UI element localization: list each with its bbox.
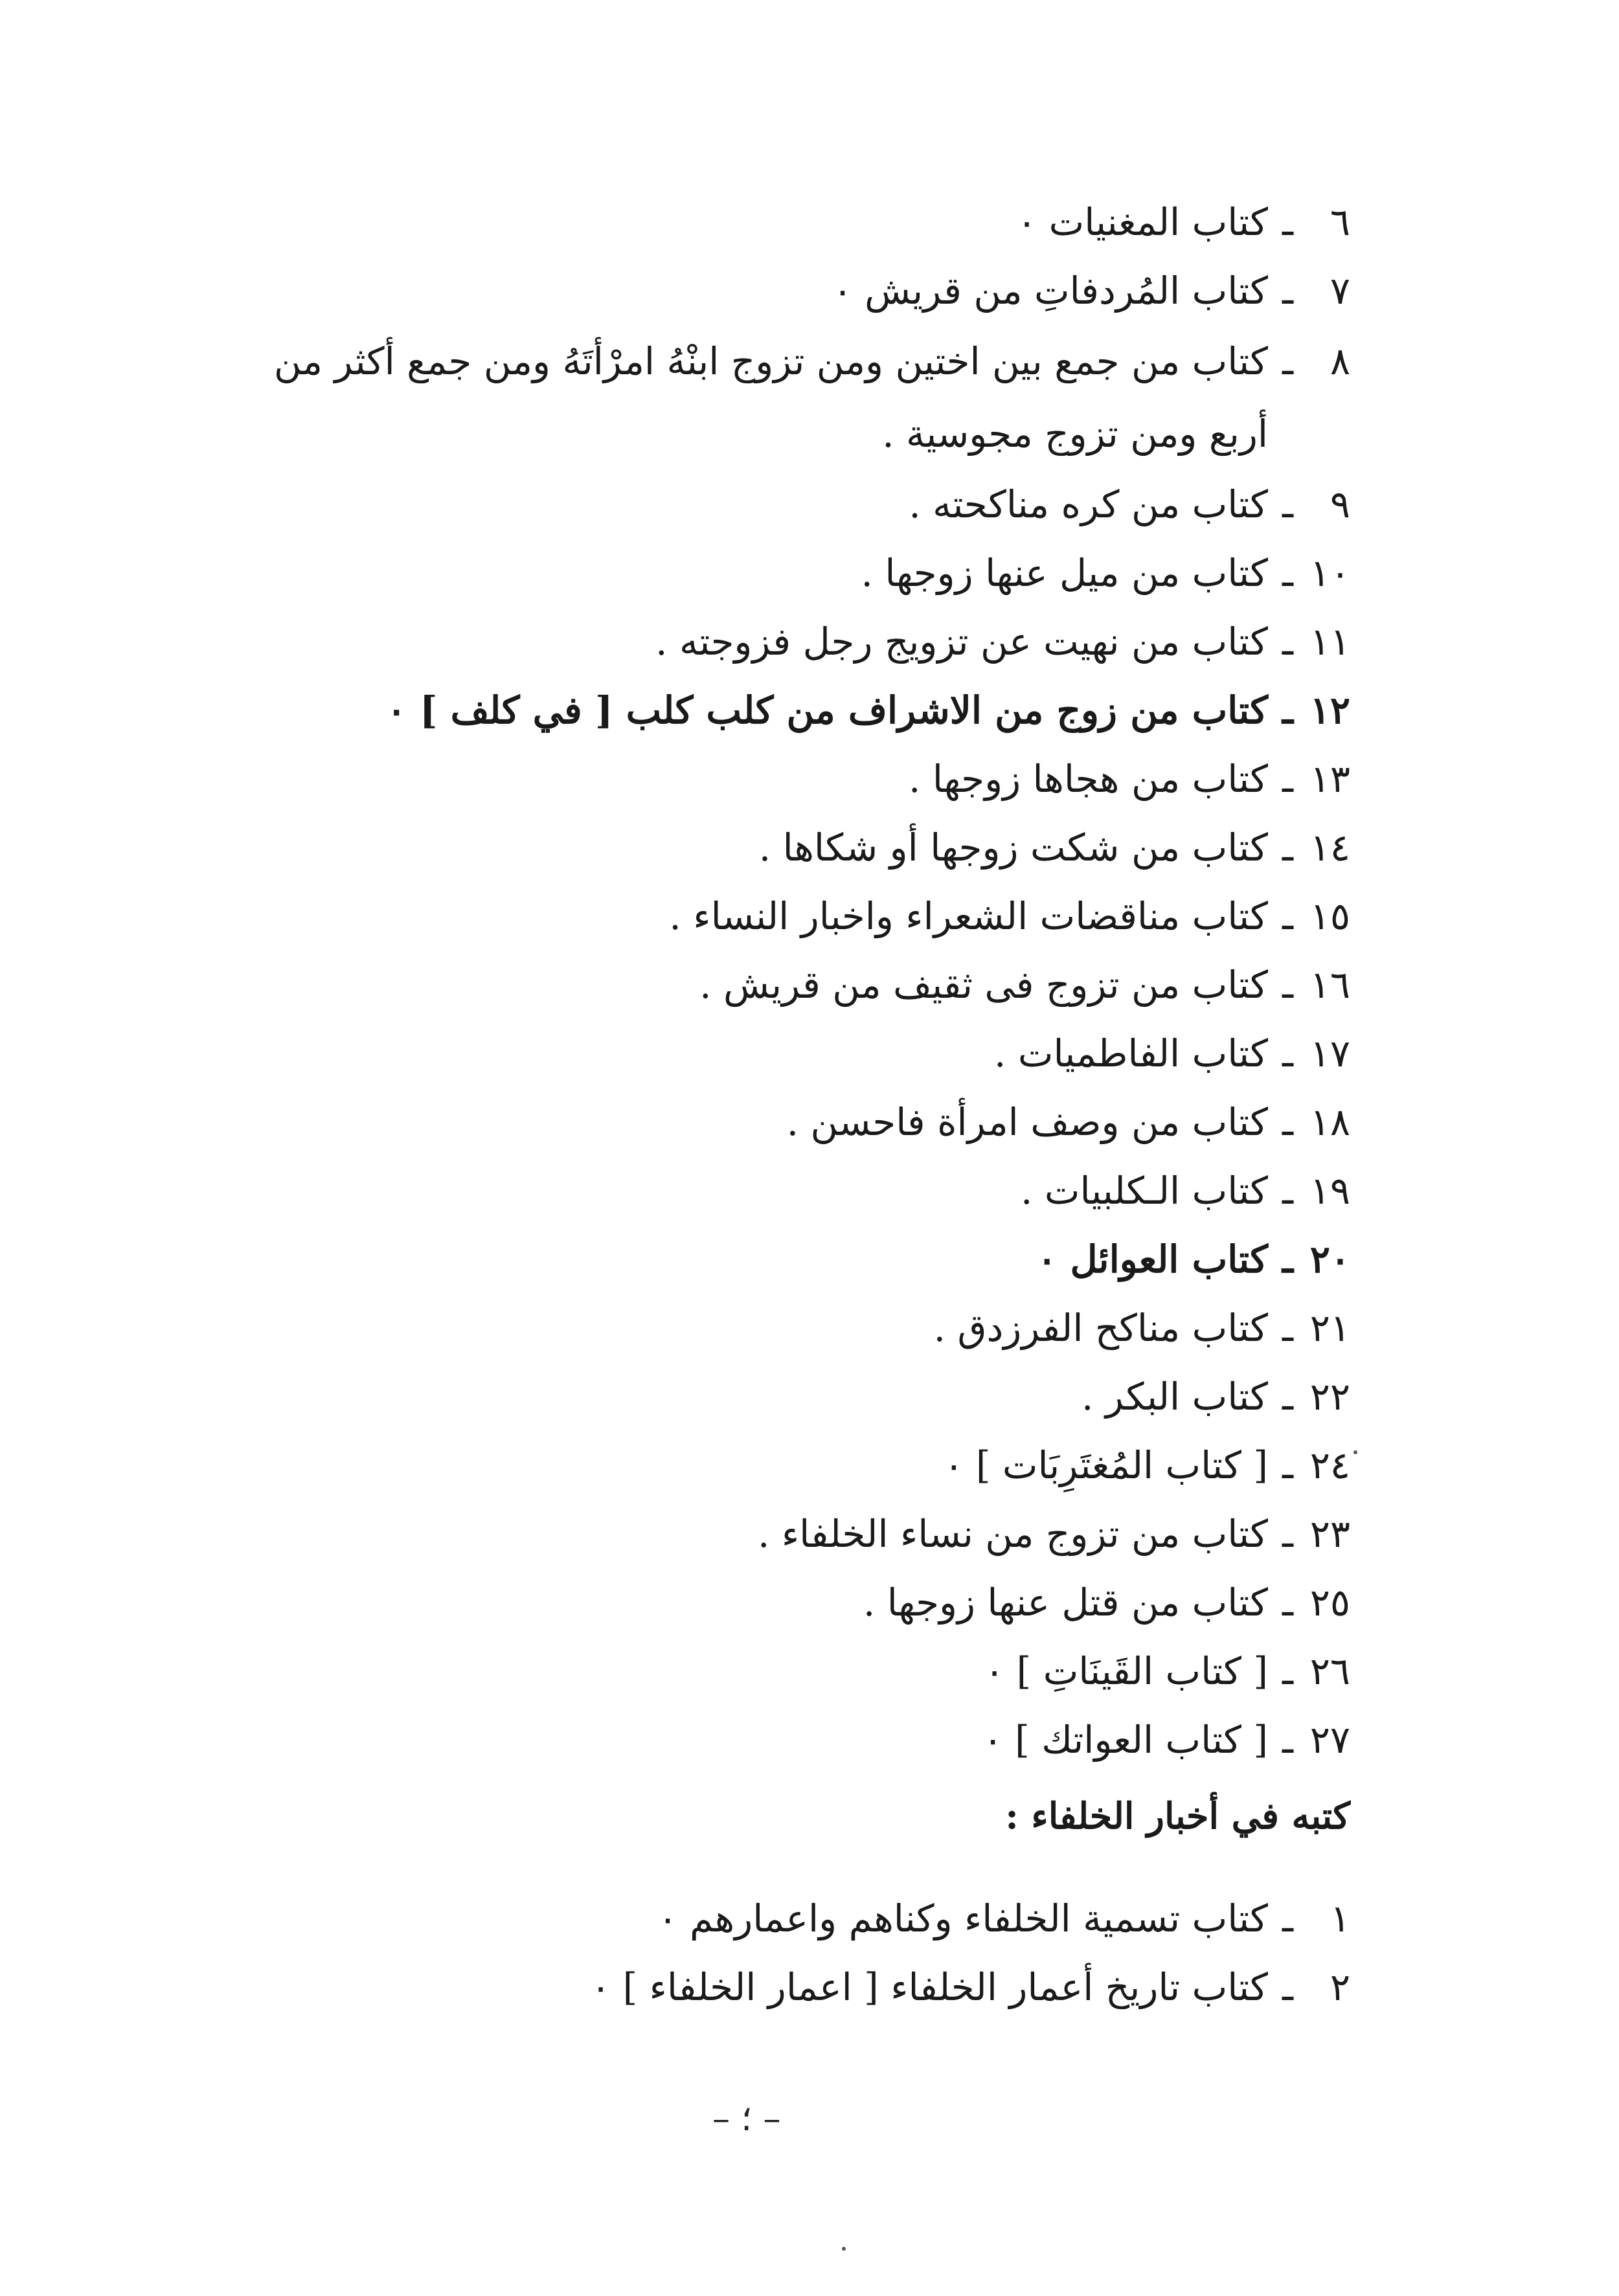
entry-separator: ـ — [1282, 1169, 1293, 1213]
entry-number: ٢٠ — [1309, 1237, 1350, 1281]
entry-number: ١٩ — [1309, 1169, 1350, 1213]
entry-separator: ـ — [1282, 269, 1293, 313]
entry-separator: ـ — [1282, 826, 1293, 870]
entry-separator: ـ — [1282, 1512, 1293, 1556]
entry-number: ٢٢ — [1309, 1375, 1350, 1419]
book-entry — [249, 1953, 1350, 2021]
entry-number: ٢٥ — [1309, 1581, 1350, 1625]
entry-number: ١٦ — [1309, 963, 1350, 1007]
section-heading: كتبه في أخبار الخلفاء : — [1005, 1795, 1350, 1838]
entry-separator: ـ — [1282, 620, 1293, 664]
book-entry — [249, 607, 1350, 676]
book-entry — [249, 1362, 1350, 1431]
book-entry — [249, 882, 1350, 951]
book-entry — [249, 813, 1350, 882]
book-entry — [249, 1500, 1350, 1568]
entry-number: ٢٣ — [1309, 1512, 1350, 1556]
entry-number: ٨ — [1330, 339, 1350, 383]
entry-title: كتاب المغنيات ٠ — [1017, 200, 1268, 244]
book-entry — [249, 1088, 1350, 1156]
entry-title: كتاب المُردفاتِ من قريش ٠ — [832, 269, 1268, 313]
entry-title: كتاب من شكت زوجها أو شكاها . — [758, 826, 1268, 870]
entry-separator: ـ — [1282, 1965, 1293, 2009]
entry-number: ٢٧ — [1309, 1718, 1350, 1762]
entry-number: ٩ — [1330, 482, 1350, 526]
book-entry — [249, 676, 1350, 745]
entry-separator: ـ — [1282, 339, 1293, 383]
book-entry — [249, 188, 1350, 256]
entry-number: ٢٤ — [1309, 1443, 1350, 1487]
entry-separator: ـ — [1282, 1375, 1293, 1419]
entry-number: ١٧ — [1309, 1031, 1350, 1075]
entry-title: كتاب من تزوج فى ثقيف من قريش . — [699, 963, 1268, 1007]
book-entry — [249, 1225, 1350, 1294]
entry-separator: ـ — [1282, 963, 1293, 1007]
entry-number: ١٣ — [1309, 757, 1350, 801]
entry-title: كتاب الفاطميات . — [994, 1031, 1268, 1075]
entry-title: كتاب من جمع بين اختين ومن تزوج ابنْهُ امرْأتَهُ ومن جمع أكثر من أربع ومن تزوج مجوسية . — [273, 339, 1268, 456]
entry-number: ١٨ — [1309, 1100, 1350, 1144]
entry-separator: ـ — [1282, 482, 1293, 526]
entry-separator: ـ — [1282, 551, 1293, 595]
entry-title: كتاب البكر . — [1081, 1375, 1268, 1419]
entry-title: كتاب من تزوج من نساء الخلفاء . — [757, 1512, 1268, 1556]
entry-title: كتاب تاريخ أعمار الخلفاء [ اعمار الخلفاء ] ٠ — [591, 1965, 1268, 2009]
entry-number: ٦ — [1330, 200, 1350, 244]
scan-speck — [842, 2247, 846, 2251]
entry-title: كتاب من نهيت عن تزويج رجل فزوجته . — [655, 620, 1268, 664]
book-entry — [249, 1019, 1350, 1088]
entry-number: ٧ — [1330, 269, 1350, 313]
book-entry — [249, 745, 1350, 813]
entry-title: [ كتاب المُغتَرِبَات ] ٠ — [944, 1443, 1268, 1487]
entry-number: ٢٦ — [1309, 1649, 1350, 1693]
entry-title: كتاب من قتل عنها زوجها . — [863, 1581, 1268, 1625]
entry-title: [ كتاب القَينَاتِ ] ٠ — [984, 1649, 1268, 1693]
caliphs-book-list — [249, 1884, 1350, 2021]
page-footer-mark: – ؛ – — [712, 2098, 781, 2139]
entry-separator: ـ — [1282, 1581, 1293, 1625]
book-entry — [249, 1431, 1350, 1500]
book-list — [249, 188, 1350, 1774]
entry-number: ١٥ — [1309, 894, 1350, 938]
entry-separator: ـ — [1282, 1100, 1293, 1144]
book-entry — [249, 325, 1350, 470]
entry-title: كتاب العوائل ٠ — [1037, 1237, 1268, 1281]
entry-title: كتاب تسمية الخلفاء وكناهم واعمارهم ٠ — [657, 1896, 1268, 1941]
entry-separator: ـ — [1282, 757, 1293, 801]
book-entry — [249, 256, 1350, 325]
entry-separator: ـ — [1282, 1306, 1293, 1350]
entry-title: كتاب مناقضات الشعراء واخبار النساء . — [669, 894, 1268, 938]
entry-separator: ـ — [1282, 894, 1293, 938]
entry-separator: ـ — [1282, 1896, 1293, 1941]
book-entry — [249, 470, 1350, 539]
entry-separator: ـ — [1282, 1718, 1293, 1762]
entry-number: ٢١ — [1309, 1306, 1350, 1350]
entry-title: كتاب الـكلبيات . — [1021, 1169, 1268, 1213]
book-entry — [249, 1884, 1350, 1953]
book-entry — [249, 951, 1350, 1019]
entry-separator: ـ — [1282, 1237, 1293, 1281]
book-entry — [249, 1568, 1350, 1637]
entry-title: كتاب من ميل عنها زوجها . — [861, 551, 1268, 595]
entry-number: ١٠ — [1309, 551, 1350, 595]
entry-title: كتاب من زوج من الاشراف من كلب كلب [ في كلف ] ٠ — [386, 688, 1268, 732]
entry-number: ١ — [1330, 1896, 1350, 1941]
book-entry — [249, 1294, 1350, 1362]
entry-number: ١٢ — [1309, 688, 1350, 732]
entry-title: [ كتاب العواتك ] ٠ — [982, 1718, 1268, 1762]
entry-number: ١١ — [1309, 620, 1350, 664]
scan-speck — [1353, 1450, 1357, 1454]
entry-title: كتاب من كره مناكحته . — [909, 482, 1268, 526]
book-entry — [249, 539, 1350, 607]
book-entry — [249, 1705, 1350, 1774]
entry-separator: ـ — [1282, 1031, 1293, 1075]
entry-separator: ـ — [1282, 688, 1293, 732]
entry-number: ١٤ — [1309, 826, 1350, 870]
entry-separator: ـ — [1282, 1443, 1293, 1487]
entry-title: كتاب من هجاها زوجها . — [908, 757, 1268, 801]
book-entry — [249, 1637, 1350, 1705]
entry-title: كتاب مناكح الفرزدق . — [933, 1306, 1268, 1350]
entry-number: ٢ — [1330, 1965, 1350, 2009]
entry-separator: ـ — [1282, 200, 1293, 244]
entry-title: كتاب من وصف امرأة فاحسن . — [786, 1100, 1268, 1144]
entry-separator: ـ — [1282, 1649, 1293, 1693]
book-entry — [249, 1156, 1350, 1225]
